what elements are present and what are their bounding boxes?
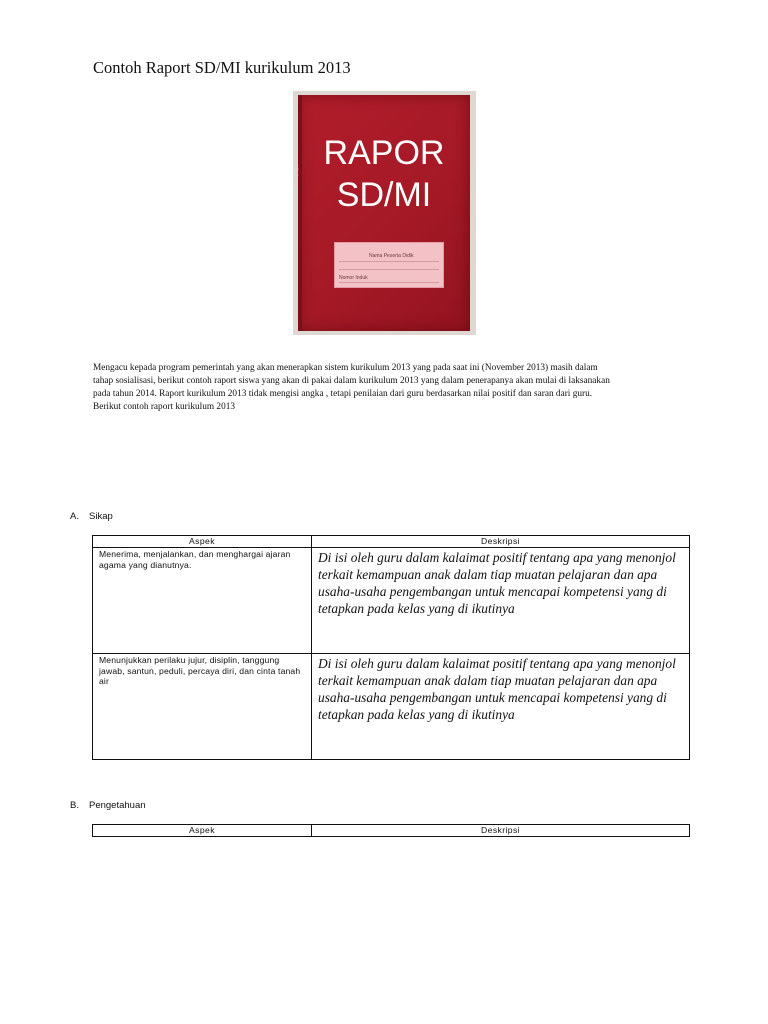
- deskripsi-cell: [312, 548, 690, 654]
- section-b-heading: [70, 800, 146, 811]
- table-row: [93, 654, 690, 760]
- section-letter: B.: [70, 800, 79, 811]
- aspek-cell: [93, 548, 312, 654]
- rapor-book: [295, 95, 470, 331]
- cover-word-sdmi: SD/MI: [336, 176, 432, 214]
- paragraph-line: Berikut contoh raport kurikulum 2013: [93, 402, 236, 412]
- cover-name-label: [334, 242, 444, 288]
- header-deskripsi: Deskripsi: [312, 536, 690, 548]
- intro-paragraph: [93, 362, 693, 414]
- cover-word-rapor: RAPOR: [323, 134, 445, 172]
- cover-label-number: Nomor Induk: [339, 275, 368, 281]
- section-title: Sikap: [89, 511, 113, 522]
- page-title: Contoh Raport SD/MI kurikulum 2013: [93, 58, 351, 77]
- paragraph-line: Mengacu kepada program pemerintah yang akan menerapkan sistem kurikulum 2013 yang pada saat ini (November 2013) masih dalam: [93, 363, 598, 373]
- section-a-heading: [70, 511, 113, 522]
- cover-label-line: [339, 269, 439, 270]
- table-row: [93, 548, 690, 654]
- section-title: Pengetahuan: [89, 800, 146, 811]
- deskripsi-text: Di isi oleh guru dalam kalaimat positif tentang apa yang menonjol terkait kemampuan anak dalam tiap muatan pelajaran dan apa usaha-usaha pengembangan untuk mencapai kompetensi yang di tetapkan pada kelas yang di ikutinya: [318, 550, 676, 616]
- header-deskripsi: Deskripsi: [312, 825, 690, 837]
- aspek-cell: [93, 654, 312, 760]
- pengetahuan-table: [92, 824, 690, 837]
- header-aspek: Aspek: [93, 536, 312, 548]
- cover-label-name: Nama Peserta Didik: [369, 253, 414, 259]
- rapor-cover-image: [293, 91, 476, 335]
- aspek-text: Menerima, menjalankan, dan menghargai ajaran agama yang dianutnya.: [99, 549, 291, 570]
- cover-label-line: [339, 261, 439, 262]
- paragraph-line: pada tahun 2014. Raport kurikulum 2013 tidak mengisi angka , tetapi penilaian dari guru berdasarkan nilai positif dan saran dari guru.: [93, 389, 593, 399]
- header-aspek: Aspek: [93, 825, 312, 837]
- cover-url: www.ptolitorlog.com: [295, 153, 300, 189]
- sikap-table: [92, 535, 690, 760]
- aspek-text: Menunjukkan perilaku jujur, disiplin, tanggung jawab, santun, peduli, percaya diri, dan cinta tanah air: [99, 655, 301, 686]
- cover-label-line: [339, 282, 439, 283]
- deskripsi-text: Di isi oleh guru dalam kalaimat positif tentang apa yang menonjol terkait kemampuan anak dalam tiap muatan pelajaran dan apa usaha-usaha pengembangan untuk mencapai kompetensi yang di tetapkan pada kelas yang di ikutinya: [318, 656, 676, 722]
- section-letter: A.: [70, 511, 79, 522]
- deskripsi-cell: [312, 654, 690, 760]
- paragraph-line: tahap sosialisasi, berikut contoh raport siswa yang akan di pakai dalam kurikulum 2013 yang dalam penerapanya akan mulai di laksanakan: [93, 376, 610, 386]
